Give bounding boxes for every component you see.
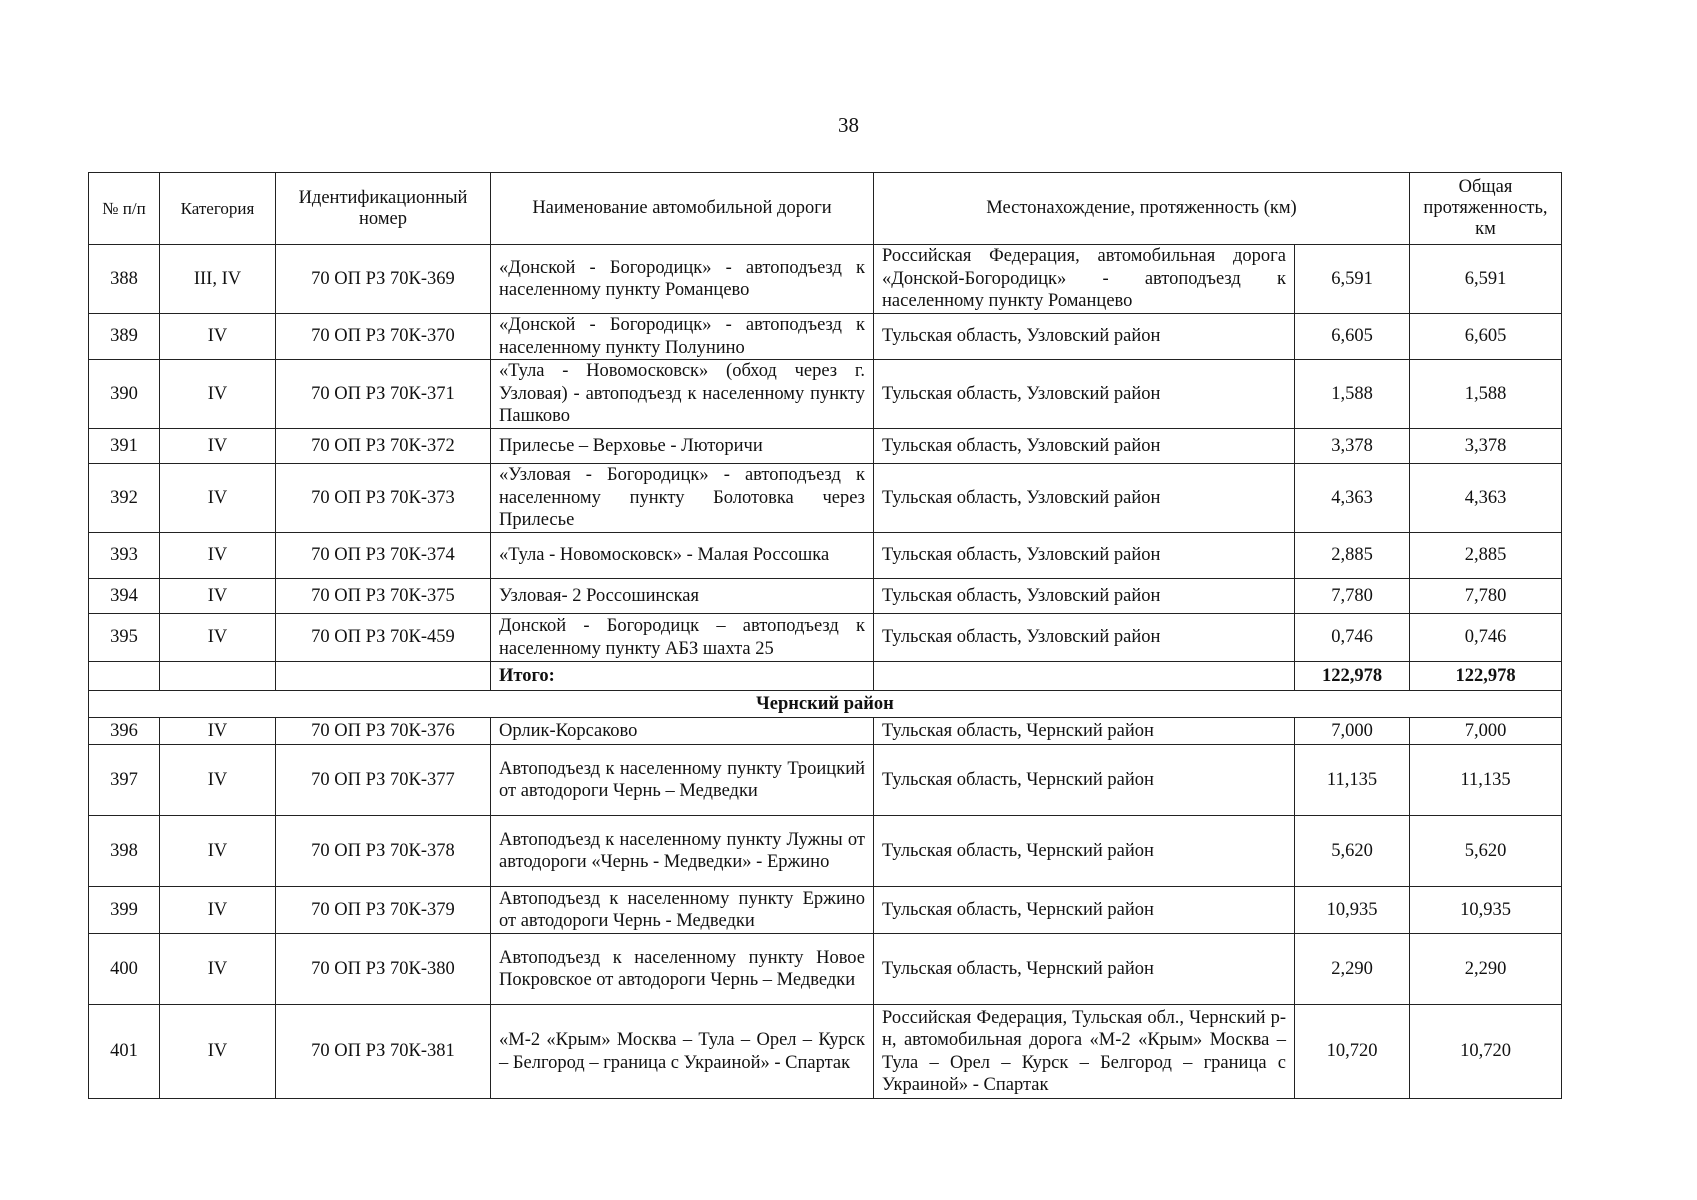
cell-length: 7,000 xyxy=(1295,718,1410,745)
cell-category: IV xyxy=(160,464,276,533)
cell-id: 70 ОП РЗ 70К-371 xyxy=(276,360,491,429)
cell-num: 396 xyxy=(89,718,160,745)
cell-name: «М-2 «Крым» Москва – Тула – Орел – Курск – Белгород – граница с Украиной» - Спартак xyxy=(491,1005,874,1099)
cell-location: Российская Федерация, Тульская обл., Чернский р-н, автомобильная дорога «М-2 «Крым» Москва – Тула – Орел – Курск – Белгород – граница с Украиной» - Спартак xyxy=(874,1005,1295,1099)
cell-location: Тульская область, Чернский район xyxy=(874,934,1295,1005)
table-row xyxy=(89,533,1562,579)
cell-id: 70 ОП РЗ 70К-379 xyxy=(276,887,491,934)
cell-total: 2,885 xyxy=(1410,533,1562,579)
cell-length: 10,720 xyxy=(1295,1005,1410,1099)
cell-num: 392 xyxy=(89,464,160,533)
cell-location: Тульская область, Узловский район xyxy=(874,579,1295,614)
cell-id: 70 ОП РЗ 70К-370 xyxy=(276,314,491,360)
table-row xyxy=(89,745,1562,816)
cell-name: Узловая- 2 Россошинская xyxy=(491,579,874,614)
section-row xyxy=(89,691,1562,718)
header-id: Идентификационный номер xyxy=(276,173,491,245)
cell-name: «Донской - Богородицк» - автоподъезд к населенному пункту Романцево xyxy=(491,245,874,314)
table-row xyxy=(89,429,1562,464)
cell-location: Тульская область, Чернский район xyxy=(874,887,1295,934)
cell-empty xyxy=(874,662,1295,691)
cell-num: 395 xyxy=(89,614,160,662)
cell-location: Тульская область, Чернский район xyxy=(874,816,1295,887)
cell-category: IV xyxy=(160,579,276,614)
cell-name: «Тула - Новомосковск» (обход через г. Узловая) - автоподъезд к населенному пункту Пашково xyxy=(491,360,874,429)
cell-length: 4,363 xyxy=(1295,464,1410,533)
cell-location: Тульская область, Чернский район xyxy=(874,718,1295,745)
cell-total: 4,363 xyxy=(1410,464,1562,533)
cell-location: Российская Федерация, автомобильная дорога «Донской-Богородицк» - автоподъезд к населенному пункту Романцево xyxy=(874,245,1295,314)
cell-empty xyxy=(160,662,276,691)
cell-num: 398 xyxy=(89,816,160,887)
cell-num: 391 xyxy=(89,429,160,464)
table-row xyxy=(89,614,1562,662)
cell-length: 5,620 xyxy=(1295,816,1410,887)
cell-category: IV xyxy=(160,745,276,816)
cell-total: 11,135 xyxy=(1410,745,1562,816)
table-row xyxy=(89,314,1562,360)
cell-total: 3,378 xyxy=(1410,429,1562,464)
cell-length: 1,588 xyxy=(1295,360,1410,429)
header-num: № п/п xyxy=(89,173,160,245)
header-location: Местонахождение, протяженность (км) xyxy=(874,173,1410,245)
cell-length: 2,290 xyxy=(1295,934,1410,1005)
header-category: Категория xyxy=(160,173,276,245)
cell-length: 7,780 xyxy=(1295,579,1410,614)
cell-name: Автоподъезд к населенному пункту Новое Покровское от автодороги Чернь – Медведки xyxy=(491,934,874,1005)
cell-total: 2,290 xyxy=(1410,934,1562,1005)
cell-id: 70 ОП РЗ 70К-374 xyxy=(276,533,491,579)
cell-name: «Донской - Богородицк» - автоподъезд к населенному пункту Полунино xyxy=(491,314,874,360)
cell-location: Тульская область, Узловский район xyxy=(874,614,1295,662)
table-row xyxy=(89,934,1562,1005)
table-row xyxy=(89,464,1562,533)
cell-category: IV xyxy=(160,360,276,429)
cell-name: Прилесье – Верховье - Люторичи xyxy=(491,429,874,464)
cell-category: IV xyxy=(160,1005,276,1099)
cell-length: 2,885 xyxy=(1295,533,1410,579)
cell-num: 388 xyxy=(89,245,160,314)
cell-length: 6,591 xyxy=(1295,245,1410,314)
table-row xyxy=(89,360,1562,429)
cell-num: 394 xyxy=(89,579,160,614)
cell-num: 390 xyxy=(89,360,160,429)
cell-total: 7,780 xyxy=(1410,579,1562,614)
table-row xyxy=(89,816,1562,887)
total-label: Итого: xyxy=(491,662,874,691)
cell-length: 0,746 xyxy=(1295,614,1410,662)
cell-num: 389 xyxy=(89,314,160,360)
cell-name: Автоподъезд к населенному пункту Ержино от автодороги Чернь - Медведки xyxy=(491,887,874,934)
cell-category: IV xyxy=(160,718,276,745)
cell-id: 70 ОП РЗ 70К-459 xyxy=(276,614,491,662)
header-total-length: Общая протяженность, км xyxy=(1410,173,1562,245)
cell-category: IV xyxy=(160,314,276,360)
header-row xyxy=(89,173,1562,245)
cell-name: Автоподъезд к населенному пункту Лужны от автодороги «Чернь - Медведки» - Ержино xyxy=(491,816,874,887)
cell-id: 70 ОП РЗ 70К-377 xyxy=(276,745,491,816)
cell-id: 70 ОП РЗ 70К-378 xyxy=(276,816,491,887)
header-name: Наименование автомобильной дороги xyxy=(491,173,874,245)
cell-id: 70 ОП РЗ 70К-372 xyxy=(276,429,491,464)
cell-id: 70 ОП РЗ 70К-380 xyxy=(276,934,491,1005)
total-total: 122,978 xyxy=(1410,662,1562,691)
cell-category: IV xyxy=(160,614,276,662)
cell-name: «Узловая - Богородицк» - автоподъезд к населенному пункту Болотовка через Прилесье xyxy=(491,464,874,533)
cell-name: «Тула - Новомосковск» - Малая Россошка xyxy=(491,533,874,579)
roads-table xyxy=(88,172,1562,1099)
cell-location: Тульская область, Узловский район xyxy=(874,429,1295,464)
cell-location: Тульская область, Узловский район xyxy=(874,533,1295,579)
cell-id: 70 ОП РЗ 70К-373 xyxy=(276,464,491,533)
table-row xyxy=(89,579,1562,614)
cell-category: IV xyxy=(160,533,276,579)
cell-length: 11,135 xyxy=(1295,745,1410,816)
cell-empty xyxy=(276,662,491,691)
cell-empty xyxy=(89,662,160,691)
cell-total: 6,605 xyxy=(1410,314,1562,360)
cell-total: 10,935 xyxy=(1410,887,1562,934)
cell-length: 10,935 xyxy=(1295,887,1410,934)
cell-num: 400 xyxy=(89,934,160,1005)
cell-category: IV xyxy=(160,887,276,934)
cell-num: 393 xyxy=(89,533,160,579)
table-row xyxy=(89,887,1562,934)
cell-category: IV xyxy=(160,429,276,464)
cell-id: 70 ОП РЗ 70К-375 xyxy=(276,579,491,614)
total-length: 122,978 xyxy=(1295,662,1410,691)
page-number: 38 xyxy=(838,113,859,137)
cell-location: Тульская область, Чернский район xyxy=(874,745,1295,816)
total-row xyxy=(89,662,1562,691)
table-row xyxy=(89,1005,1562,1099)
cell-total: 7,000 xyxy=(1410,718,1562,745)
cell-location: Тульская область, Узловский район xyxy=(874,314,1295,360)
cell-location: Тульская область, Узловский район xyxy=(874,360,1295,429)
cell-total: 5,620 xyxy=(1410,816,1562,887)
cell-total: 10,720 xyxy=(1410,1005,1562,1099)
cell-length: 3,378 xyxy=(1295,429,1410,464)
cell-total: 6,591 xyxy=(1410,245,1562,314)
cell-num: 401 xyxy=(89,1005,160,1099)
cell-category: IV xyxy=(160,816,276,887)
cell-name: Автоподъезд к населенному пункту Троицкий от автодороги Чернь – Медведки xyxy=(491,745,874,816)
cell-num: 399 xyxy=(89,887,160,934)
table-row xyxy=(89,718,1562,745)
cell-name: Донской - Богородицк – автоподъезд к населенному пункту АБЗ шахта 25 xyxy=(491,614,874,662)
cell-id: 70 ОП РЗ 70К-376 xyxy=(276,718,491,745)
cell-category: IV xyxy=(160,934,276,1005)
cell-name: Орлик-Корсаково xyxy=(491,718,874,745)
cell-num: 397 xyxy=(89,745,160,816)
cell-id: 70 ОП РЗ 70К-381 xyxy=(276,1005,491,1099)
cell-location: Тульская область, Узловский район xyxy=(874,464,1295,533)
cell-total: 1,588 xyxy=(1410,360,1562,429)
table-row xyxy=(89,245,1562,314)
cell-category: III, IV xyxy=(160,245,276,314)
cell-total: 0,746 xyxy=(1410,614,1562,662)
cell-length: 6,605 xyxy=(1295,314,1410,360)
section-title: Чернский район xyxy=(89,691,1562,718)
cell-id: 70 ОП РЗ 70К-369 xyxy=(276,245,491,314)
